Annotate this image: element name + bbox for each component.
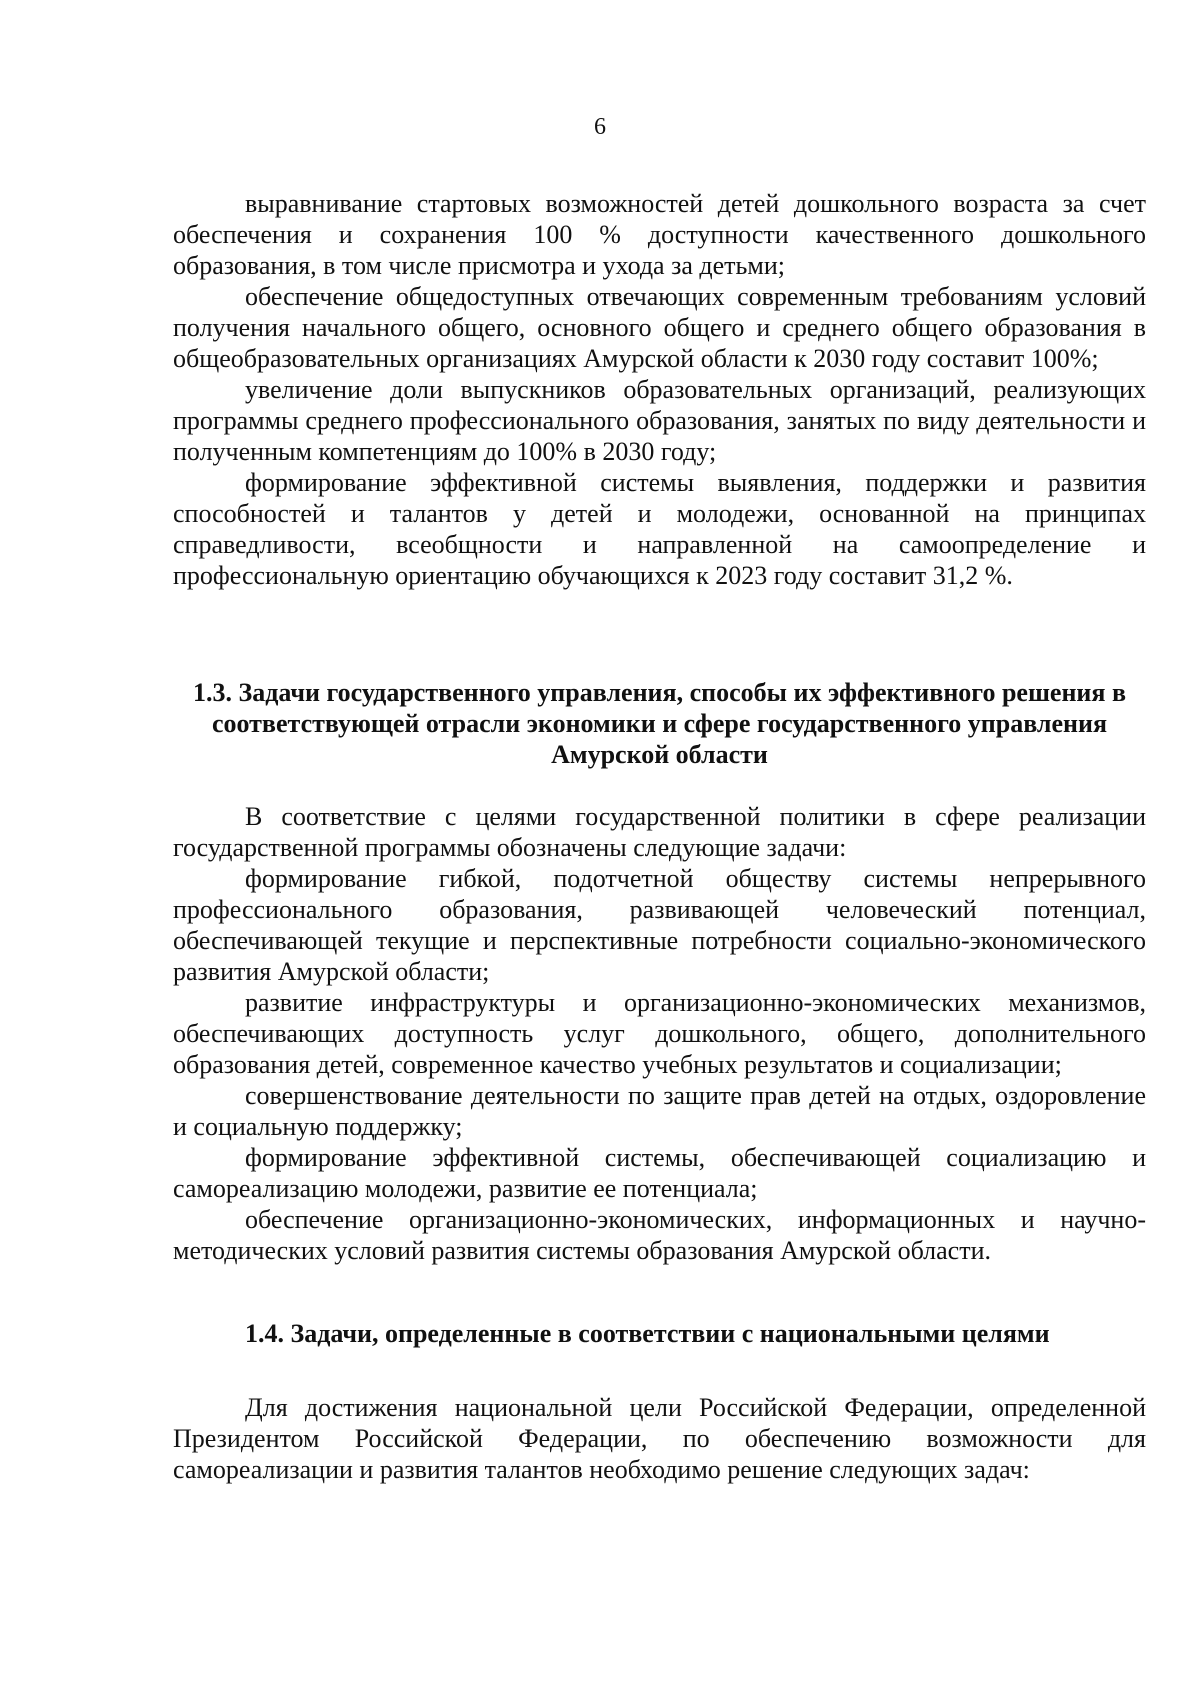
page-number: 6 — [594, 114, 606, 140]
paragraph-national-goal: Для достижения национальной цели Российской Федерации, определенной Президентом Российской Федерации, по обеспечению возможности для самореализации и развития талантов необходимо решение следующих задач: — [173, 1393, 1146, 1484]
paragraph-graduates-employment: увеличение доли выпускников образовательных организаций, реализующих программы среднего профессионального образования, занятых по виду деятельности и полученным компетенциям до 100% в 2030 году; — [173, 375, 1146, 466]
section-1-3-body — [173, 801, 1146, 1266]
paragraph-tasks-intro: В соответствие с целями государственной политики в сфере реализации государственной программы обозначены следующие задачи: — [173, 802, 1146, 862]
paragraph-task-child-rights: совершенствование деятельности по защите прав детей на отдых, оздоровление и социальную поддержку; — [173, 1081, 1146, 1141]
paragraph-talent-system: формирование эффективной системы выявления, поддержки и развития способностей и талантов у детей и молодежи, основанной на принципах справедливости, всеобщности и направленной на самоопределение и профессиональную ориентацию обучающихся к 2023 году составит 31,2 %. — [173, 468, 1146, 590]
section-heading-1-4: 1.4. Задачи, определенные в соответствии с национальными целями — [245, 1319, 1050, 1348]
section-1-4-body — [173, 1392, 1146, 1485]
paragraph-task-continuous-education: формирование гибкой, подотчетной обществу системы непрерывного профессионального образования, развивающей человеческий потенциал, обеспечивающей текущие и перспективные потребности социально-экономического развития Амурской области; — [173, 864, 1146, 986]
section-heading-1-3: 1.3. Задачи государственного управления, способы их эффективного решения в соответствующей отрасли экономики и сфере государственного управления Амурской области — [192, 678, 1127, 769]
paragraph-preschool-access: выравнивание стартовых возможностей детей дошкольного возраста за счет обеспечения и сохранения 100 % доступности качественного дошкольного образования, в том числе присмотра и ухода за детьми; — [173, 189, 1146, 280]
intro-goals-list — [173, 188, 1146, 591]
paragraph-task-infrastructure: развитие инфраструктуры и организационно-экономических механизмов, обеспечивающих доступность услуг дошкольного, общего, дополнительного образования детей, современное качество учебных результатов и социализации; — [173, 988, 1146, 1079]
paragraph-general-education-conditions: обеспечение общедоступных отвечающих современным требованиям условий получения начального общего, основного общего и среднего общего образования в общеобразовательных организациях Амурской области к 2030 году составит 100%; — [173, 282, 1146, 373]
paragraph-task-methodical-conditions: обеспечение организационно-экономических, информационных и научно-методических условий развития системы образования Амурской области. — [173, 1205, 1146, 1265]
paragraph-task-youth-socialization: формирование эффективной системы, обеспечивающей социализацию и самореализацию молодежи, развитие ее потенциала; — [173, 1143, 1146, 1203]
